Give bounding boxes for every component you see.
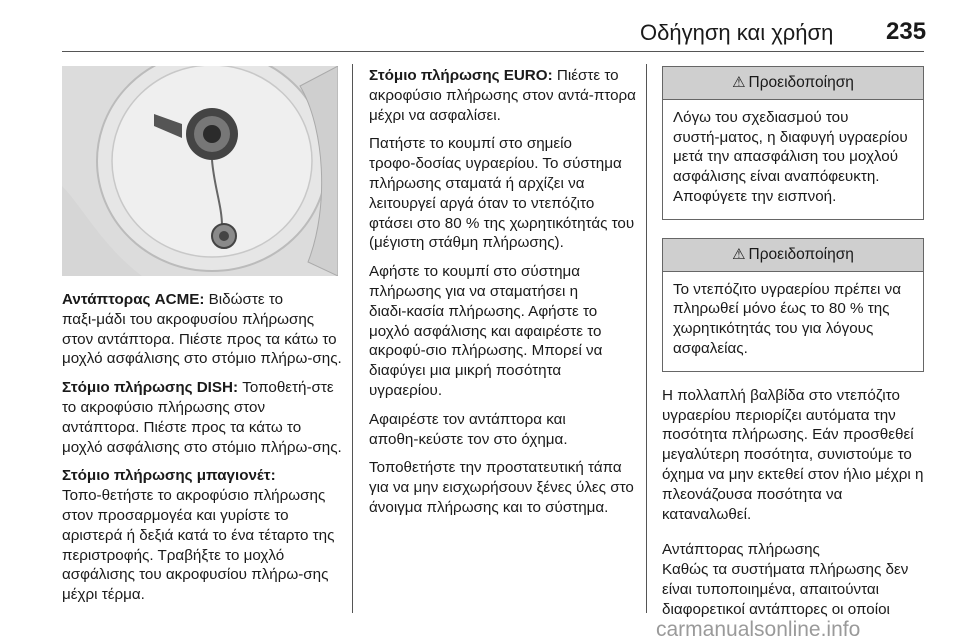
- fuel-filler-cap-adapter-icon: [62, 66, 338, 276]
- warning-header-2: [663, 239, 923, 272]
- section-heading: Αντάπτορας πλήρωσης: [662, 541, 820, 559]
- warning-box-2: [662, 238, 924, 372]
- watermark: carmanualsonline.info: [656, 618, 861, 641]
- protective-cap-paragraph: Τοποθετήστε την προστατευτική τάπα για να μην εισχωρήσουν ξένες ύλες στο άνοιγμα πλήρωσης και το σύστημα.: [369, 459, 634, 516]
- column-divider-right: [646, 64, 647, 613]
- fuel-adapter-illustration: [62, 66, 338, 276]
- warning-title-1: Προειδοποίηση: [748, 74, 854, 91]
- warning-header-1: [663, 67, 923, 100]
- euro-term: Στόμιο πλήρωσης EURO:: [369, 67, 553, 84]
- warning-triangle-icon: ⚠: [732, 74, 746, 91]
- header-title: Οδήγηση και χρήση: [640, 20, 834, 45]
- remove-adapter-paragraph: Αφαιρέστε τον αντάπτορα και αποθη‑κεύστε τον στο όχημα.: [369, 410, 568, 448]
- bayonet-text: Τοπο‑θετήστε το ακροφύσιο πλήρωσης στον προσαρμογέα και γυρίστε το αριστερά ή δεξιά κατά το ένα τέταρτο της περιστροφής. Τραβήξτε το μοχλό ασφάλισης του ακροφυσίου πλήρω‑σης μέχρι τέρμα.: [62, 487, 335, 604]
- euro-adapter-paragraph: [369, 66, 637, 125]
- column-divider-left: [352, 64, 353, 613]
- header-rule: [62, 51, 924, 52]
- dish-adapter-paragraph: [62, 378, 342, 457]
- dish-text: Τοποθετή‑στε το ακροφύσιο πλήρωσης στον αντάπτορα. Πιέστε προς τα κάτω το μοχλό ασφάλισης στο στόμιο πλήρω‑σης.: [62, 379, 342, 456]
- bayonet-adapter-paragraph: [62, 466, 342, 605]
- page-number: 235: [886, 18, 927, 45]
- warning-title-2: Προειδοποίηση: [748, 245, 854, 263]
- acme-text: Βιδώστε το παξι‑μάδι του ακροφυσίου πλήρωσης στον αντάπτορα. Πιέστε προς τα κάτω το μοχλό ασφάλισης στο στόμιο πλήρω‑σης.: [62, 291, 342, 368]
- right-column: [662, 66, 924, 629]
- acme-adapter-paragraph: [62, 290, 342, 369]
- left-column: [62, 290, 342, 614]
- middle-column: [369, 66, 637, 527]
- press-button-paragraph: Πατήστε το κουμπί στο σημείο τροφο‑δοσίας υγραερίου. Το σύστημα πλήρωσης σταματά ή αρχίζει να λειτουργεί αργά όταν το ντεπόζιτο φτάσει στο 80 % της χωρητικότητάς του (μέγιστη στάθμη πλήρωσης).: [369, 135, 635, 252]
- warning-text-1: Λόγω του σχεδιασμού του συστή‑ματος, η διαφυγή υγραερίου μετά την απασφάλιση του μοχλού ασφάλισης είναι αναπόφευκτη. Αποφύγετε την εισπνοή.: [673, 108, 908, 205]
- release-button-paragraph: Αφήστε το κουμπί στο σύστημα πλήρωσης για να σταματήσει η διαδι‑κασία πλήρωσης. Αφήστε το μοχλό ασφάλισης και αφαιρέστε το ακροφύ‑σιο πλήρωσης. Μπορεί να διαφύγει μια μικρή ποσότητα υγραερίου.: [369, 263, 603, 399]
- bayonet-term: Στόμιο πλήρωσης μπαγιονέτ:: [62, 467, 276, 485]
- adapters-paragraph: Καθώς τα συστήματα πλήρωσης δεν είναι τυποποιημένα, απαιτούνται διαφορετικοί αντάπτορες οι οποίοι: [662, 561, 909, 618]
- acme-term: Αντάπτορας ACME:: [62, 291, 205, 308]
- multivalve-paragraph: Η πολλαπλή βαλβίδα στο ντεπόζιτο υγραερίου περιορίζει αυτόματα την ποσότητα πλήρωσης. Εάν προσθεθεί μεγαλύτερη ποσότητα, συνιστούμε το όχημα να μην εκτεθεί στον ήλιο μέχρι η πλεονάζουσα ποσότητα να καταναλωθεί.: [662, 386, 924, 523]
- warning-box-1: [662, 66, 924, 220]
- euro-text: Πιέστε το ακροφύσιο πλήρωσης στον αντά‑πτορα μέχρι να ασφαλίσει.: [369, 67, 636, 124]
- warning-text-2: Το ντεπόζιτο υγραερίου πρέπει να πληρωθεί μόνο έως το 80 % της χωρητικότητάς του για λόγους ασφαλείας.: [673, 280, 901, 357]
- dish-term: Στόμιο πλήρωσης DISH:: [62, 379, 239, 397]
- warning-triangle-icon: ⚠: [732, 245, 746, 263]
